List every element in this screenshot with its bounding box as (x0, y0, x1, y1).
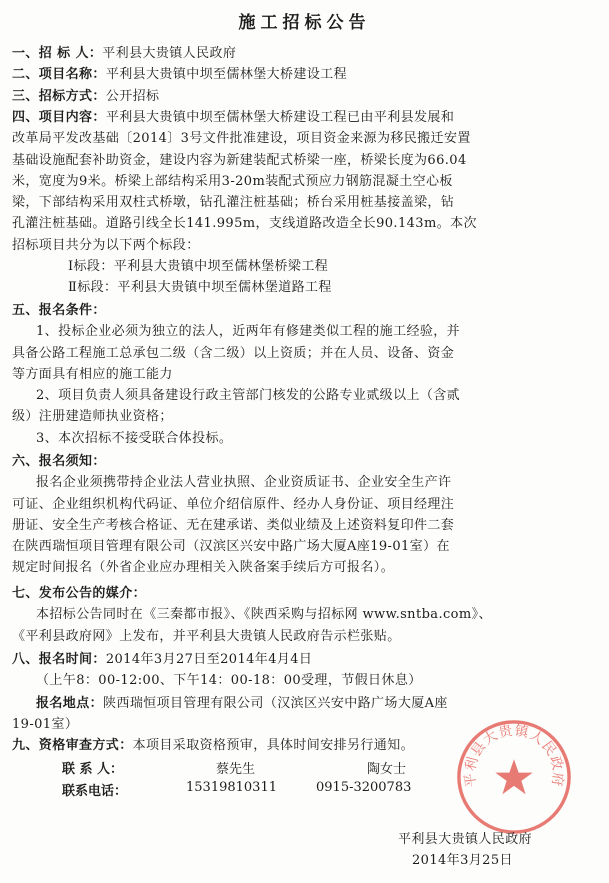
section-8 (12, 649, 600, 692)
section-4-line: 招标项目共分为以下两个标段： (12, 237, 200, 253)
contact-person-2: 陶女士 (367, 762, 407, 777)
condition-1: 1、投标企业必须为独立的法人，近两年有修建类似工程的施工经验，并 (36, 324, 461, 340)
issue-date: 2014年3月25日 (412, 853, 513, 868)
contact-person-1: 蔡先生 (216, 762, 256, 777)
section-4-line: 改革局平发改基础〔2014〕3号文件批准建设，项目资金来源为移民搬迁安置 (12, 131, 471, 147)
section-6-line: 规定时间报名（外省企业应办理相关入陕备案手续后方可报名）。 (12, 560, 395, 576)
registration-time: 2014年3月27日至2014年4月4日 (105, 652, 313, 667)
section-3-label: 三、招标方式： (12, 89, 106, 104)
issuer-name: 平利县大贵镇人民政府 (398, 832, 533, 847)
svg-text:平利县大贵镇人民政府: 平利县大贵镇人民政府 (462, 722, 566, 788)
lot-2: Ⅱ标段：平利县大贵镇中坝至儒林堡道路工程 (68, 280, 332, 296)
section-6-line: 报名企业须携带持企业法人营业执照、企业资质证书、企业安全生产许 (36, 475, 452, 491)
section-4-label: 四、项目内容： (12, 110, 106, 125)
condition-1-cont: 具备公路工程施工总承包二级（含二级）以上资质；并在人员、设备、资金 (12, 345, 455, 361)
section-6-line: 册证、安全生产考核合格证、无在建承诺、类似业绩及上述资料复印件二套 (12, 517, 455, 533)
media-line-2: 《平利县政府网》上发布，并平利县大贵镇人民政府告示栏张贴。 (12, 628, 401, 644)
phone-1: 15319810311 (186, 780, 277, 795)
tender-method: 公开招标 (105, 89, 160, 104)
section-4-first-line: 平利县大贵镇中坝至儒林堡大桥建设工程已由平利县发展和 (105, 110, 455, 125)
condition-1-cont: 等方面具有相应的施工能力 (12, 366, 173, 382)
section-5 (12, 300, 600, 449)
registration-hours: （上午8：00-12:00、下午14：00-18：00受理，节假日休息） (36, 673, 422, 689)
section-4-line: 梁，下部结构采用双柱式桥墩，钻孔灌注桩基础；桥台采用桩基接盖梁，钻 (12, 195, 455, 211)
section-6-label: 六、报名须知： (12, 454, 106, 469)
registration-place-label: 报名地点： (36, 696, 104, 711)
registration-place-cont: 19-01室） (12, 717, 79, 733)
phone-2: 0915-3200783 (316, 780, 412, 795)
lot-1: Ⅰ标段：平利县大贵镇中坝至儒林堡桥梁工程 (68, 259, 329, 275)
registration-place-text: 陕西瑞恒项目管理有限公司（汉滨区兴安中路广场大厦A座 (103, 696, 448, 711)
page-title: 施工招标公告 (238, 13, 371, 33)
official-seal-icon (455, 718, 573, 836)
section-6 (12, 451, 600, 579)
section-6-line: 在陕西瑞恒项目管理有限公司（汉滨区兴安中路广场大厦A座19-01室）在 (12, 539, 450, 555)
contact-label: 联 系 人： (62, 762, 124, 777)
section-7-label: 七、发布公告的媒介： (12, 586, 147, 601)
section-2-label: 二、项目名称： (12, 67, 106, 82)
section-7 (12, 583, 600, 647)
media-line-1: 本招标公告同时在《三秦都市报》、《陕西采购与招标网 www.sntba.com》、 (36, 607, 492, 623)
section-4-line: 米，宽度为9米。桥梁上部结构采用3-20m装配式预应力钢筋混凝土空心板 (12, 173, 453, 189)
section-5-label: 五、报名条件： (12, 303, 106, 318)
condition-3: 3、本次招标不接受联合体投标。 (36, 430, 233, 446)
section-2 (12, 64, 600, 85)
tenderer: 平利县大贵镇人民政府 (102, 46, 237, 61)
section-3 (12, 86, 600, 107)
section-4-line: 基础设施配套补助资金，建设内容为新建装配式桥梁一座，桥梁长度为66.04 (12, 152, 467, 168)
section-6-line: 可证、企业组织机构代码证、单位介绍信原件、经办人身份证、项目经理注 (12, 496, 455, 512)
condition-2-cont: 级）注册建造师执业资格； (12, 409, 173, 425)
section-8-label: 八、报名时间： (12, 652, 106, 667)
condition-2: 2、项目负责人须具备建设行政主管部门核发的公路专业贰级以上（含贰 (36, 388, 461, 404)
section-9-label: 九、资格审查方式： (12, 738, 133, 753)
project-name: 平利县大贵镇中坝至儒林堡大桥建设工程 (105, 67, 348, 82)
section-4 (12, 107, 600, 299)
phone-label: 联系电话： (62, 784, 128, 799)
section-4-line: 孔灌注桩基础。道路引线全长141.995m，支线道路改造全长90.143m。本次 (12, 216, 477, 232)
section-1-label: 一、招 标 人： (12, 46, 103, 61)
qualification-review: 本项目采取资格预审，具体时间安排另行通知。 (132, 738, 415, 753)
section-1 (12, 43, 600, 64)
